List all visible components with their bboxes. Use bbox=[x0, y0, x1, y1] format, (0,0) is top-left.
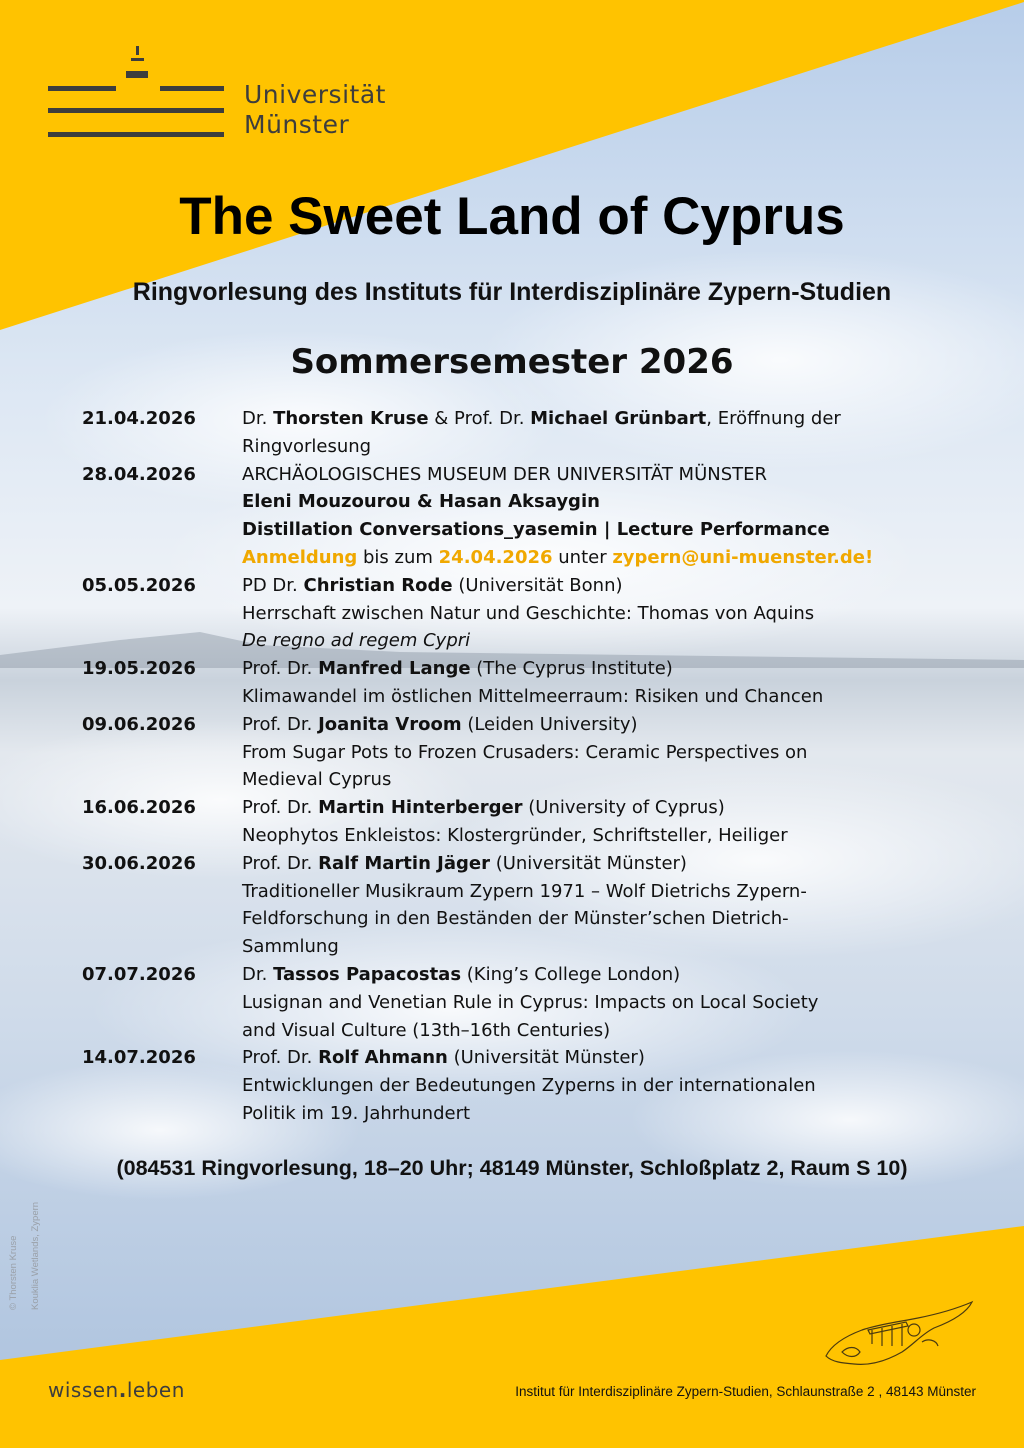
event-text: Traditioneller Musikraum Zypern 1971 – Wolf Dietrichs Zypern- bbox=[242, 880, 807, 902]
registration-highlight: ! bbox=[864, 546, 874, 568]
event-details bbox=[242, 850, 882, 961]
event-line bbox=[242, 1044, 882, 1072]
event-line bbox=[242, 794, 882, 822]
event-line bbox=[242, 488, 882, 516]
event-line bbox=[242, 766, 882, 794]
event-text: (The Cyprus Institute) bbox=[470, 658, 673, 680]
event-details bbox=[242, 405, 882, 461]
event-text: Dr. bbox=[242, 963, 274, 985]
university-logo[interactable] bbox=[48, 44, 408, 144]
event-details bbox=[242, 572, 882, 655]
event-text: Medieval Cyprus bbox=[242, 769, 392, 791]
event-text: & Prof. Dr. bbox=[428, 408, 531, 429]
photo-credit-location: Kouklia Wetlands, Zypern bbox=[30, 1201, 41, 1310]
event-line bbox=[242, 878, 882, 906]
event-row bbox=[82, 711, 882, 794]
event-text: (King’s College London) bbox=[461, 963, 681, 985]
university-logo-icon bbox=[48, 44, 228, 144]
registration-email-link[interactable]: zypern@uni-muenster.de bbox=[612, 546, 865, 568]
event-emphasis: Rolf Ahmann bbox=[318, 1047, 448, 1069]
event-row bbox=[82, 961, 882, 1044]
lecture-program bbox=[82, 405, 882, 1128]
event-text: Prof. Dr. bbox=[242, 797, 319, 819]
event-text: bis zum bbox=[357, 546, 439, 568]
event-text: unter bbox=[552, 546, 613, 568]
event-text: , Eröffnung der bbox=[706, 408, 841, 429]
event-text: Prof. Dr. bbox=[242, 1047, 319, 1069]
event-line bbox=[242, 405, 882, 433]
event-details bbox=[242, 711, 882, 794]
event-text: Ringvorlesung bbox=[242, 435, 372, 457]
event-text: (Universität Münster) bbox=[489, 852, 687, 874]
event-date: 07.07.2026 bbox=[82, 963, 196, 985]
event-text: Herrschaft zwischen Natur und Geschichte: Thomas von Aquins bbox=[242, 602, 815, 624]
event-emphasis: Joanita Vroom bbox=[318, 713, 462, 735]
event-line bbox=[242, 850, 882, 878]
event-line bbox=[242, 739, 882, 767]
event-text: (Universität Bonn) bbox=[452, 574, 623, 596]
event-date: 05.05.2026 bbox=[82, 574, 196, 596]
event-text: Klimawandel im östlichen Mittelmeerraum: Risiken und Chancen bbox=[242, 685, 824, 707]
event-details bbox=[242, 794, 882, 850]
event-text: (Universität Münster) bbox=[447, 1047, 645, 1069]
event-text: Entwicklungen der Bedeutungen Zyperns in der internationalen bbox=[242, 1075, 816, 1097]
event-date: 14.07.2026 bbox=[82, 1047, 196, 1069]
event-details bbox=[242, 461, 882, 572]
event-line bbox=[242, 683, 882, 711]
event-line bbox=[242, 461, 882, 489]
university-name-line1: Universität bbox=[244, 80, 386, 109]
event-date: 16.06.2026 bbox=[82, 797, 196, 819]
institute-address: Institut für Interdisziplinäre Zypern-Studien, Schlaunstraße 2 , 48143 Münster bbox=[515, 1384, 976, 1399]
event-row bbox=[82, 655, 882, 711]
event-italic-title: De regno ad regem Cypri bbox=[242, 630, 471, 652]
event-emphasis: Ralf Martin Jäger bbox=[318, 852, 490, 874]
event-date: 19.05.2026 bbox=[82, 658, 196, 680]
event-date: 30.06.2026 bbox=[82, 852, 196, 874]
event-row bbox=[82, 794, 882, 850]
cyprus-emblem-icon bbox=[822, 1300, 976, 1372]
event-text: ARCHÄOLOGISCHES MUSEUM DER UNIVERSITÄT MÜNSTER bbox=[242, 463, 768, 485]
event-text: Sammlung bbox=[242, 936, 339, 958]
event-text: Prof. Dr. bbox=[242, 713, 319, 735]
slogan bbox=[48, 1378, 185, 1402]
event-date: 09.06.2026 bbox=[82, 713, 196, 735]
event-text: From Sugar Pots to Frozen Crusaders: Ceramic Perspectives on bbox=[242, 741, 808, 763]
event-text: Neophytos Enkleistos: Klostergründer, Schriftsteller, Heiliger bbox=[242, 824, 788, 846]
venue-info: (084531 Ringvorlesung, 18–20 Uhr; 48149 Münster, Schloßplatz 2, Raum S 10) bbox=[116, 1156, 908, 1180]
page-title: The Sweet Land of Cyprus bbox=[179, 187, 845, 246]
event-line bbox=[242, 933, 882, 961]
event-details bbox=[242, 961, 882, 1044]
event-emphasis: Manfred Lange bbox=[318, 658, 471, 680]
event-line bbox=[242, 544, 882, 572]
semester-heading: Sommersemester 2026 bbox=[290, 342, 734, 382]
event-text: (Leiden University) bbox=[461, 713, 638, 735]
registration-highlight: 24.04.2026 bbox=[438, 546, 553, 568]
event-line bbox=[242, 822, 882, 850]
event-line bbox=[242, 1072, 882, 1100]
event-details bbox=[242, 655, 882, 711]
event-line bbox=[242, 600, 882, 628]
event-emphasis: Eleni Mouzourou & Hasan Aksaygin bbox=[242, 491, 600, 513]
event-text: PD Dr. bbox=[242, 574, 304, 596]
event-text: Prof. Dr. bbox=[242, 658, 319, 680]
event-line bbox=[242, 711, 882, 739]
event-line bbox=[242, 905, 882, 933]
event-row bbox=[82, 405, 882, 461]
event-line bbox=[242, 516, 882, 544]
event-emphasis: Christian Rode bbox=[303, 574, 453, 596]
event-emphasis: Tassos Papacostas bbox=[273, 963, 462, 985]
slogan-part2: leben bbox=[126, 1378, 185, 1402]
event-emphasis: Thorsten Kruse bbox=[273, 408, 429, 429]
event-row bbox=[82, 1044, 882, 1127]
event-row bbox=[82, 850, 882, 961]
event-emphasis: Michael Grünbart bbox=[530, 408, 707, 429]
event-line bbox=[242, 627, 882, 655]
event-text: (University of Cyprus) bbox=[522, 797, 725, 819]
event-line bbox=[242, 961, 882, 989]
event-text: Dr. bbox=[242, 408, 274, 429]
event-details bbox=[242, 1044, 882, 1127]
event-line bbox=[242, 572, 882, 600]
event-date: 21.04.2026 bbox=[82, 408, 196, 429]
event-text: Politik im 19. Jahrhundert bbox=[242, 1102, 471, 1124]
slogan-dot: . bbox=[118, 1378, 127, 1402]
photo-credit-author: © Thorsten Kruse bbox=[8, 1235, 19, 1310]
event-line bbox=[242, 655, 882, 683]
event-emphasis: Distillation Conversations_yasemin | Lecture Performance bbox=[242, 519, 830, 541]
event-line bbox=[242, 1017, 882, 1045]
event-row bbox=[82, 461, 882, 572]
page-subtitle: Ringvorlesung des Instituts für Interdisziplinäre Zypern-Studien bbox=[132, 278, 892, 306]
event-text: Lusignan and Venetian Rule in Cyprus: Impacts on Local Society bbox=[242, 991, 819, 1013]
event-date: 28.04.2026 bbox=[82, 463, 196, 485]
event-text: Prof. Dr. bbox=[242, 852, 319, 874]
event-line bbox=[242, 433, 882, 461]
event-line bbox=[242, 989, 882, 1017]
event-text: Feldforschung in den Beständen der Münster’schen Dietrich- bbox=[242, 908, 789, 930]
slogan-part1: wissen bbox=[48, 1378, 119, 1402]
registration-highlight: Anmeldung bbox=[242, 546, 358, 568]
event-text: and Visual Culture (13th–16th Centuries) bbox=[242, 1019, 611, 1041]
event-row bbox=[82, 572, 882, 655]
event-emphasis: Martin Hinterberger bbox=[318, 797, 523, 819]
university-name bbox=[244, 80, 386, 140]
university-name-line2: Münster bbox=[244, 110, 350, 139]
event-line bbox=[242, 1100, 882, 1128]
